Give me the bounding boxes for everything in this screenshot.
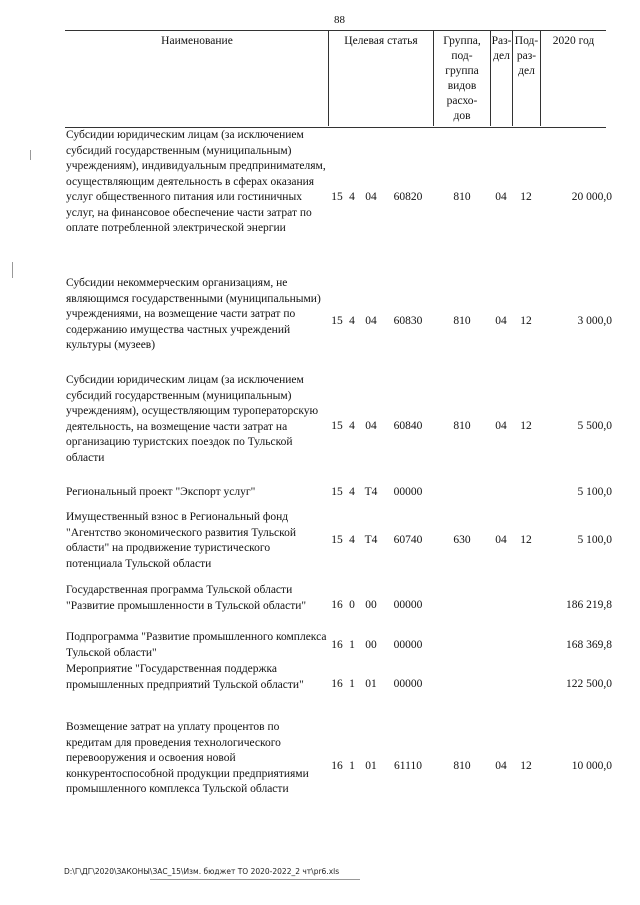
header-group: Группа, под- группа видов расхо- дов [443, 35, 481, 122]
cell-t2: 4 [349, 534, 355, 546]
cell-t2: 1 [349, 639, 355, 651]
cell-amount: 122 500,0 [566, 678, 612, 690]
scan-mark [30, 150, 31, 160]
cell-section: 04 [495, 420, 507, 432]
row-name: Субсидии юридическим лицам (за исключением субсидий государственным (муниципальным) учреждениям), индивидуальным предпринимателям, осуществляющим деятельность в сферах оказания услуг общественного питания или гостиничных услуг, на финансовое обеспечение части затрат по оплате потребленной электрической энергии [66, 129, 326, 234]
cell-t3: T4 [364, 534, 378, 546]
cell-group: 810 [453, 760, 471, 772]
row-name: Субсидии юридическим лицам (за исключением субсидий государственным (муниципальным) учреждениям), осуществляющим туроператорскую деятельность, на возмещение части затрат на организацию туристских поездок по Тульской области [66, 374, 319, 464]
cell-amount: 20 000,0 [571, 191, 612, 203]
cell-t1: 15 [331, 486, 343, 498]
cell-t2: 1 [349, 760, 355, 772]
cell-t3: T4 [364, 486, 378, 498]
cell-section: 04 [495, 760, 507, 772]
cell-subsection: 12 [520, 420, 532, 432]
cell-t2: 4 [349, 486, 355, 498]
header-name: Наименование [161, 35, 233, 47]
header-section: Раз- дел [491, 35, 512, 62]
cell-t2: 1 [349, 678, 355, 690]
cell-section: 04 [495, 534, 507, 546]
cell-t3: 04 [365, 315, 377, 327]
cell-t4: 61110 [394, 760, 422, 772]
row-name: Региональный проект "Экспорт услуг" [66, 486, 256, 498]
cell-t1: 16 [331, 639, 343, 651]
cell-amount: 5 500,0 [577, 420, 612, 432]
cell-t1: 15 [331, 534, 343, 546]
cell-t3: 00 [365, 599, 377, 611]
cell-t1: 15 [331, 191, 343, 203]
cell-t3: 00 [365, 639, 377, 651]
row-name: Мероприятие "Государственная поддержка промышленных предприятий Тульской области" [66, 663, 304, 691]
header-year: 2020 год [552, 35, 595, 47]
cell-subsection: 12 [520, 534, 532, 546]
cell-t2: 4 [349, 420, 355, 432]
header-target: Целевая статья [344, 35, 418, 47]
row-name: Подпрограмма "Развитие промышленного комплекса Тульской области" [66, 631, 327, 659]
cell-group: 810 [453, 420, 471, 432]
cell-t3: 01 [365, 678, 377, 690]
cell-group: 810 [453, 191, 471, 203]
cell-t2: 0 [349, 599, 355, 611]
row-name: Возмещение затрат на уплату процентов по кредитам для проведения технологического перевооружения и освоения новой конкурентоспособной продукции предприятиями промышленного комплекса Тульской области [66, 721, 309, 795]
row-name: Имущественный взнос в Региональный фонд "Агентство экономического развития Тульской области" на продвижение туристического потенциала Тульской области [66, 511, 297, 570]
cell-t1: 16 [331, 760, 343, 772]
cell-section: 04 [495, 191, 507, 203]
row-name: Субсидии некоммерческим организациям, не являющимся государственными (муниципальными) учреждениями, на возмещение части затрат по содержанию имущества частных учреждений культуры (музеев) [66, 277, 321, 351]
cell-subsection: 12 [520, 760, 532, 772]
cell-amount: 3 000,0 [577, 315, 612, 327]
footer-divider [150, 879, 360, 880]
header-subsection: Под- раз- дел [514, 35, 539, 77]
cell-amount: 10 000,0 [571, 760, 612, 772]
cell-t1: 15 [331, 420, 343, 432]
cell-t1: 15 [331, 315, 343, 327]
cell-t1: 16 [331, 678, 343, 690]
cell-t4: 00000 [393, 486, 423, 498]
row-name: Государственная программа Тульской области "Развитие промышленности в Тульской области" [66, 584, 307, 612]
cell-amount: 5 100,0 [577, 534, 612, 546]
cell-t2: 4 [349, 315, 355, 327]
cell-group: 630 [453, 534, 471, 546]
cell-section: 04 [495, 315, 507, 327]
cell-amount: 168 369,8 [566, 639, 612, 651]
cell-amount: 186 219,8 [566, 599, 612, 611]
cell-t3: 04 [365, 191, 377, 203]
cell-t4: 60840 [393, 420, 423, 432]
cell-t4: 60830 [393, 315, 423, 327]
scan-mark [12, 262, 13, 278]
cell-t2: 4 [349, 191, 355, 203]
cell-subsection: 12 [520, 191, 532, 203]
cell-group: 810 [453, 315, 471, 327]
cell-t3: 01 [365, 760, 377, 772]
cell-subsection: 12 [520, 315, 532, 327]
cell-t4: 60740 [393, 534, 423, 546]
cell-amount: 5 100,0 [577, 486, 612, 498]
page-number: 88 [334, 14, 345, 26]
cell-t1: 16 [331, 599, 343, 611]
cell-t4: 00000 [393, 639, 423, 651]
cell-t4: 60820 [393, 191, 423, 203]
cell-t4: 00000 [393, 599, 423, 611]
file-path-footer: D:\Г\ДГ\2020\ЗАКОНЫ\ЗАС_15\Изм. бюджет ТО 2020-2022_2 чт\pr6.xls [64, 867, 340, 876]
cell-t3: 04 [365, 420, 377, 432]
cell-t4: 00000 [393, 678, 423, 690]
